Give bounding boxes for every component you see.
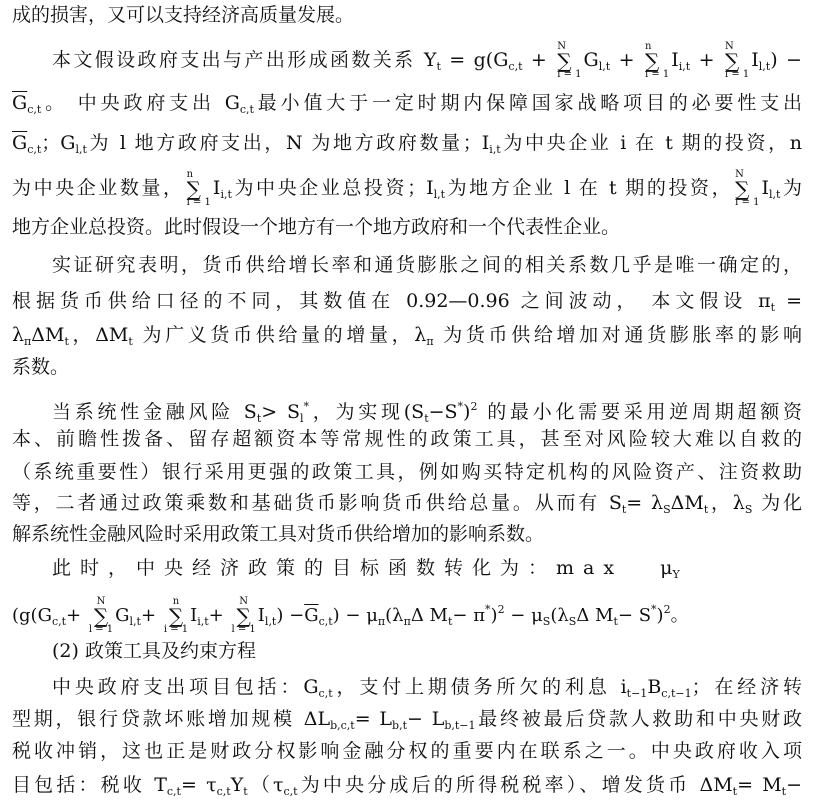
subscript: S — [568, 615, 577, 628]
math-text: + — [698, 49, 715, 71]
math-text: (λ — [550, 605, 569, 626]
text-line — [12, 457, 802, 487]
subscript: i,t — [678, 60, 691, 73]
paragraph-text: 中央政府支出项目包括：G — [52, 676, 319, 698]
subscript: t−1 — [626, 687, 648, 700]
paragraph-text: 根据货币供给口径的不同，其数值在 0.92—0.96 之间波动， 本文假设 π — [12, 290, 771, 312]
subscript: l,t — [264, 615, 277, 628]
subscript: t — [447, 615, 453, 628]
text-line — [12, 286, 802, 316]
superscript: * — [303, 400, 309, 413]
subscript: c,t — [318, 687, 333, 700]
sum-symbol: N ∑ l = 1 — [231, 596, 256, 635]
paragraph-text: 为中央企业总投资；I — [231, 177, 434, 199]
math-text: Y — [230, 774, 244, 796]
math-text: = M — [737, 774, 782, 796]
math-text: −S — [428, 401, 458, 423]
text-line — [52, 40, 802, 80]
superscript: * — [485, 603, 491, 616]
text-line — [12, 590, 802, 635]
subscript: b,t — [392, 719, 407, 732]
paragraph-text: 的最小化需要采用逆周期超额资 — [477, 401, 803, 423]
math-text: I — [190, 605, 198, 626]
text-line — [12, 488, 802, 518]
math-text: Δ M — [576, 605, 614, 626]
math-text: = λ — [626, 492, 664, 514]
text-line — [12, 770, 802, 800]
text-line — [52, 553, 802, 583]
math-text: ) — [656, 605, 664, 626]
math-text: + — [66, 605, 82, 626]
math-text: G — [115, 605, 130, 626]
paragraph-text: ；在经济转 — [691, 676, 802, 698]
math-text: − S — [617, 605, 652, 626]
subscript: l,t — [433, 188, 446, 201]
paragraph-text: 等，二者通过政策乘数和基础货币影响货币供给总量。从而有 S — [12, 492, 622, 514]
paragraph-text: 此时，中央经济政策的目标函数转化为：max — [52, 557, 624, 579]
paragraph-text: 系数。 — [12, 356, 70, 378]
math-text: I — [671, 49, 679, 71]
subscript: t — [781, 785, 787, 798]
subscript: b,t−1 — [444, 719, 476, 732]
subscript: S — [542, 615, 551, 628]
subscript: t — [770, 301, 776, 314]
paragraph-text: ，支付上期债务所欠的利息 i — [332, 676, 627, 698]
text-line — [12, 424, 802, 454]
paragraph-text: ，λ — [708, 492, 745, 514]
subscript: t — [613, 615, 618, 628]
paragraph-text: 税收冲销，这也正是财政分权影响金融分权的重要内在联系之一。中央政府收入项 — [12, 740, 802, 762]
subscript: π — [403, 615, 411, 628]
math-text: (g(G — [12, 605, 52, 626]
paragraph-text: ，ΔM — [68, 324, 129, 346]
paragraph-text: 最终被最后贷款人救助和中央财政 — [475, 708, 802, 730]
superscript: 2 — [470, 400, 478, 413]
math-text: λ — [12, 324, 25, 346]
text-line — [12, 128, 802, 158]
subscript: t — [621, 503, 627, 516]
subscript: l,t — [758, 60, 771, 73]
math-text: ) − μ — [332, 605, 378, 626]
math-text: ΔM — [31, 324, 65, 346]
math-text: ) − — [276, 605, 305, 626]
text-line — [52, 392, 803, 425]
paragraph-text: （τ — [247, 774, 284, 796]
math-text: − π — [452, 605, 486, 626]
math-text: (λ — [385, 605, 404, 626]
subscript: c,t — [508, 60, 523, 73]
subscript: l,t — [598, 60, 611, 73]
subscript: c,t — [27, 103, 42, 116]
math-text: + — [140, 605, 157, 626]
math-text: I — [761, 177, 769, 199]
paragraph-text: 本文假设政府支出与产出形成函数关系 Y — [52, 49, 437, 71]
subscript: t — [732, 785, 738, 798]
subscript: c,t — [166, 785, 181, 798]
paragraph-text: 型期，银行贷款坏账增加规模 ΔL — [12, 708, 331, 730]
subscript: t — [424, 412, 429, 425]
superscript: 2 — [497, 603, 505, 616]
math-text: I — [212, 177, 221, 199]
math-text: = L — [354, 708, 393, 730]
math-text: = — [775, 290, 802, 312]
paragraph-text: 。 中央政府支出 G — [41, 92, 240, 114]
subscript: S — [744, 503, 753, 516]
math-text: ΔM — [670, 492, 704, 514]
paragraph-text: 为 l 地方政府支出，N 为地方政府数量；I — [86, 132, 490, 154]
math-text: = τ — [180, 774, 217, 796]
subscript: c,t — [239, 103, 254, 116]
paragraph-text: 为中央企业数量， — [12, 177, 185, 199]
paragraph-text: 为中央分成后的所得税税率）、增发货币 ΔM — [297, 774, 733, 796]
subscript: t — [256, 412, 262, 425]
paragraph-text: （系统重要性）银行采用更强的政策工具，例如购买特定机构的风险资产、注资救助 — [12, 461, 802, 483]
math-text: G — [583, 49, 599, 71]
paragraph-text: 为中央企业 i 在 t 期的投资，n — [500, 132, 803, 154]
subscript: Y — [672, 568, 680, 581]
paragraph-text: 最小值大于一定时期内保障国家战略项目的必要性支出 — [253, 92, 802, 114]
sum-symbol: N ∑ l = 1 — [735, 169, 760, 208]
math-text: $\overline{G}$ — [12, 92, 28, 114]
math-text: = g(G — [449, 49, 509, 71]
section-heading — [52, 636, 802, 666]
math-text: B — [647, 676, 662, 698]
subscript: c,t — [51, 615, 67, 628]
paragraph-text: 为化 — [752, 492, 802, 514]
math-text: ) − — [770, 49, 802, 71]
paragraph-text: ，为实现(S — [309, 401, 425, 423]
math-text: 。 — [670, 605, 689, 626]
paragraph-text: 目包括：税收 T — [12, 774, 167, 796]
sum-symbol: N ∑ l = 1 — [557, 41, 582, 80]
math-text: Δ M — [410, 605, 448, 626]
sum-symbol: N ∑ l = 1 — [724, 41, 750, 80]
math-text: ) — [490, 605, 498, 626]
math-text: I — [257, 605, 265, 626]
superscript: * — [457, 400, 464, 413]
subscript: c,t — [318, 615, 333, 628]
paragraph-text: 地方企业总投资。此时假设一个地方有一个地方政府和一个代表性企业。 — [12, 216, 621, 238]
subscript: l — [299, 412, 304, 425]
text-line — [52, 250, 802, 280]
subscript: c,t — [27, 143, 42, 156]
sum-symbol: N ∑ l = 1 — [88, 596, 114, 635]
math-text: − μ — [504, 605, 543, 626]
subscript: i,t — [489, 143, 501, 156]
paragraph-text: 当系统性金融风险 S — [52, 401, 257, 423]
subscript: l,t — [129, 615, 141, 628]
subscript: t — [128, 335, 133, 348]
math-text: + — [618, 49, 635, 71]
text-line — [12, 736, 802, 766]
paragraph-text: 为货币供给增加对通货膨胀率的影响 — [433, 324, 802, 346]
subscript: t — [243, 785, 248, 798]
subscript: t — [64, 335, 69, 348]
math-text: $\overline{G}$ — [12, 132, 28, 154]
subscript: c,t — [216, 785, 231, 798]
text-line — [52, 672, 802, 702]
subscript: l,t — [768, 188, 781, 201]
paragraph-text: 为广义货币供给量的增量，λ — [132, 324, 427, 346]
math-text: ) — [463, 401, 471, 423]
math-text: I — [751, 49, 759, 71]
paragraph-text: 成的损害，又可以支持经济高质量发展。 — [12, 4, 355, 26]
paragraph-text: 本、前瞻性拨备、留存超额资本等常规性的政策工具，甚至对风险较大难以自救的 — [12, 428, 802, 450]
subscript: t — [436, 60, 441, 73]
paragraph-text: (2) 政策工具及约束方程 — [52, 640, 256, 662]
subscript: t — [703, 503, 709, 516]
superscript: * — [651, 603, 657, 616]
subscript: c,t — [283, 785, 298, 798]
math-text: − L — [407, 708, 445, 730]
subscript: π — [426, 335, 434, 348]
subscript: π — [24, 335, 32, 348]
math-text: + — [208, 605, 224, 626]
subscript: b,c,t — [330, 719, 355, 732]
subscript: S — [663, 503, 671, 516]
text-line — [12, 519, 802, 549]
text-line — [12, 212, 802, 242]
sum-symbol: n ∑ i = 1 — [644, 41, 670, 80]
paragraph-text: 解系统性金融风险时采用政策工具对货币供给增加的影响系数。 — [12, 523, 545, 545]
math-text: > S — [261, 401, 300, 423]
text-line — [12, 704, 802, 734]
subscript: i,t — [197, 615, 209, 628]
subscript: l,t — [75, 143, 87, 156]
text-line — [12, 168, 802, 208]
subscript: π — [377, 615, 386, 628]
paragraph-text: 为地方企业 l 在 t 期的投资， — [445, 177, 734, 199]
math-text: μ — [660, 557, 673, 579]
math-text: − — [786, 774, 803, 796]
paragraph-text: 为 — [780, 177, 802, 199]
sum-symbol: n ∑ i = 1 — [186, 169, 211, 208]
text-line — [12, 88, 802, 118]
paragraph-text: ；G — [41, 132, 76, 154]
text-line — [12, 320, 802, 350]
subscript: c,t−1 — [661, 687, 692, 700]
subscript: i,t — [220, 188, 232, 201]
math-text: + — [530, 49, 547, 71]
paragraph-text: 实证研究表明，货币供给增长率和通货膨胀之间的相关系数几乎是唯一确定的， — [52, 254, 802, 276]
math-text: $\overline{G}$ — [304, 605, 319, 626]
text-line — [12, 0, 802, 30]
superscript: 2 — [663, 603, 671, 616]
sum-symbol: n ∑ i = 1 — [163, 596, 189, 635]
text-line — [12, 352, 802, 382]
